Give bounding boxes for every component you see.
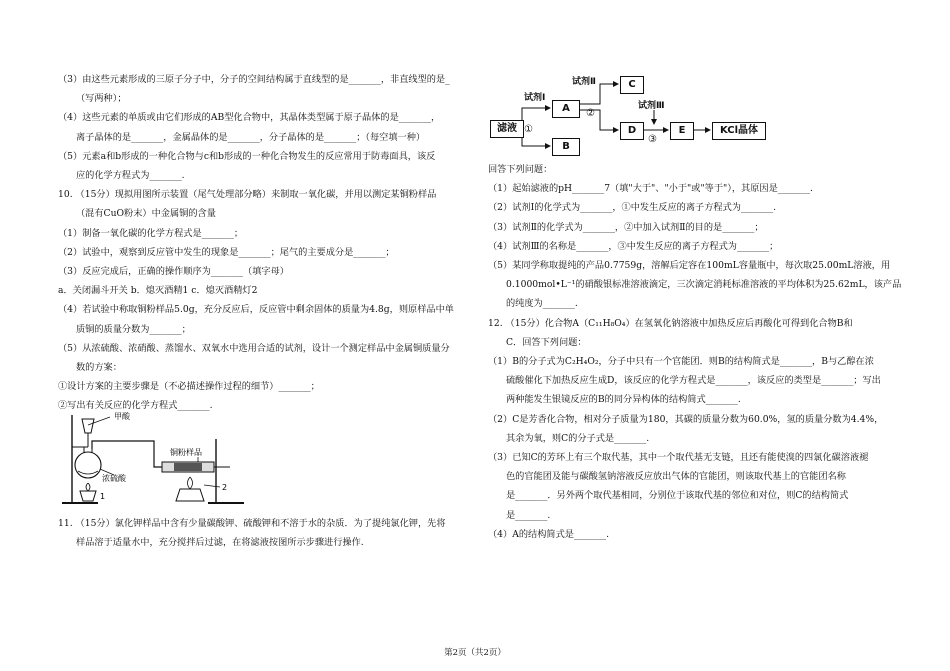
label-sulfuric-acid: 浓硫酸 xyxy=(102,474,126,483)
question-10-title: 10. （15分）现拟用图所示装置（尾气处理部分略）来制取一氧化碳，并用以测定某铜粉样品 xyxy=(58,189,437,201)
label-burner-2: 2 xyxy=(222,483,228,492)
label-copper-sample: 铜粉样品 xyxy=(170,448,202,457)
text-line: 应的化学方程式为_______. xyxy=(76,170,185,182)
text-line: 硫酸催化下加热反应生成D，该反应的化学方程式是_______，该反应的类型是_______；写出 xyxy=(506,375,881,387)
box-kcl-crystal: KCl晶体 xyxy=(712,122,766,140)
text-line: （2）试验中，观察到反应管中发生的现象是_______；尾气的主要成分是_______； xyxy=(58,246,395,258)
text-line: 离子晶体的是_______，金属晶体的是_______，分子晶体的是_______；（每空填一种） xyxy=(76,131,426,143)
text-line: 数的方案： xyxy=(76,362,122,374)
text-line: 是_______. xyxy=(506,509,551,521)
text-line: 其余为氧，则C的分子式是_______. xyxy=(506,432,650,444)
text-line: 0.1000mol•L⁻¹的硝酸银标准溶液滴定，三次滴定消耗标准溶液的平均体积为25.62mL，该产品 xyxy=(506,279,902,291)
text-line: （5）从浓硫酸、浓硝酸、蒸馏水、双氧水中选用合适的试剂，设计一个测定样品中金属铜质量分 xyxy=(58,342,450,354)
text-line: （混有CuO粉末）中金属铜的含量 xyxy=(76,208,216,220)
text-line: C．回答下列问题： xyxy=(506,336,587,348)
text-line: 回答下列问题： xyxy=(488,164,553,175)
label-reagent-1: 试剂Ⅰ xyxy=(524,93,546,103)
text-line: ②写出有关反应的化学方程式_______. xyxy=(58,400,213,412)
box-filtrate: 滤液 xyxy=(490,120,524,138)
text-line: 色的官能团及能与碳酸氢钠溶液反应放出气体的官能团，则该取代基上的官能团名称 xyxy=(506,471,846,483)
text-line: （3）反应完成后，正确的操作顺序为_______（填字母） xyxy=(58,266,289,278)
text-line: （2）C是芳香化合物，相对分子质量为180，其碳的质量分数为60.0%，氢的质量分数为4.4%， xyxy=(488,413,884,425)
text-line: 样品溶于适量水中，充分搅拌后过滤，在将滤液按图所示步骤进行操作. xyxy=(76,537,364,549)
box-e: E xyxy=(670,122,694,140)
box-c: C xyxy=(620,76,644,94)
process-flow-diagram xyxy=(488,74,788,162)
question-12-title: 12. （15分）化合物A（C₁₁H₈O₄）在氢氧化钠溶液中加热反应后再酸化可得到化合物B和 xyxy=(488,317,853,329)
box-b: B xyxy=(552,138,580,156)
text-line: （4）A的结构简式是_______. xyxy=(488,528,610,540)
text-line: （3）试剂Ⅱ的化学式为_______，②中加入试剂Ⅱ的目的是_______； xyxy=(488,221,764,233)
text-line: （5）某同学称取提纯的产品0.7759g，溶解后定容在100mL容量瓶中，每次取25.00mL溶液，用 xyxy=(488,260,891,272)
text-line: （4）若试验中称取铜粉样品5.0g，充分反应后，反应管中剩余固体的质量为4.8g，则原样品中单 xyxy=(58,304,454,316)
step-3: ③ xyxy=(648,134,657,145)
step-2: ② xyxy=(586,108,595,119)
text-line: （3）由这些元素形成的三原子分子中，分子的空间结构属于直线型的是_______，非直线型的是_ xyxy=(58,74,450,85)
page-footer: 第2页（共2页） xyxy=(444,648,506,658)
text-line: ①设计方案的主要步骤是（不必描述操作过程的细节）_______； xyxy=(58,381,320,393)
text-line: 两种能发生银镜反应的B的同分异构体的结构简式_______. xyxy=(506,394,741,406)
right-column xyxy=(488,160,908,544)
box-d: D xyxy=(620,122,644,140)
text-line: （4）这些元素的单质或由它们形成的AB型化合物中，其晶体类型属于原子晶体的是_______， xyxy=(58,112,441,124)
label-formic-acid: 甲酸 xyxy=(114,412,130,421)
text-line: 的纯度为_______. xyxy=(506,298,578,310)
text-line: （5）元素a和b形成的一种化合物与c和b形成的一种化合物发生的反应常用于防毒面具，该反 xyxy=(58,150,436,162)
question-11-title: 11. （15分）氯化钾样品中含有少量碳酸钾、硫酸钾和不溶于水的杂质．为了提纯氯化钾，先将 xyxy=(58,518,446,529)
text-line: （4）试剂Ⅲ的名称是_______，③中发生反应的离子方程式为_______； xyxy=(488,240,779,252)
text-line: （1）B的分子式为C₂H₄O₂，分子中只有一个官能团．则B的结构简式是_______，B与乙醇在浓 xyxy=(488,356,874,368)
left-column xyxy=(58,70,478,416)
text-line: 质铜的质量分数为_______； xyxy=(76,323,191,335)
label-burner-1: 1 xyxy=(100,492,106,501)
label-reagent-3: 试剂Ⅲ xyxy=(638,101,665,111)
text-line: 是_______．另外两个取代基相同，分别位于该取代基的邻位和对位，则C的结构简式 xyxy=(506,490,849,502)
apparatus-figure xyxy=(58,411,268,509)
text-line: （1）起始滤液的pH_______7（填"大于"、"小于"或"等于"），其原因是_______. xyxy=(488,183,813,195)
text-line: （2）试剂Ⅰ的化学式为_______，①中发生反应的离子方程式为_______. xyxy=(488,202,777,214)
text-line: a．关闭漏斗开关 b．熄灭酒精1 c．熄灭酒精灯2 xyxy=(58,285,258,297)
text-line: （1）制备一氧化碳的化学方程式是_______； xyxy=(58,227,244,239)
box-a: A xyxy=(552,100,580,118)
text-line: （3）已知C的芳环上有三个取代基，其中一个取代基无支链，且还有能使溴的四氯化碳溶液褪 xyxy=(488,452,869,464)
label-reagent-2: 试剂Ⅱ xyxy=(572,77,596,87)
text-line: （写两种）； xyxy=(76,93,127,105)
question-11 xyxy=(58,514,478,552)
step-1: ① xyxy=(524,124,533,135)
